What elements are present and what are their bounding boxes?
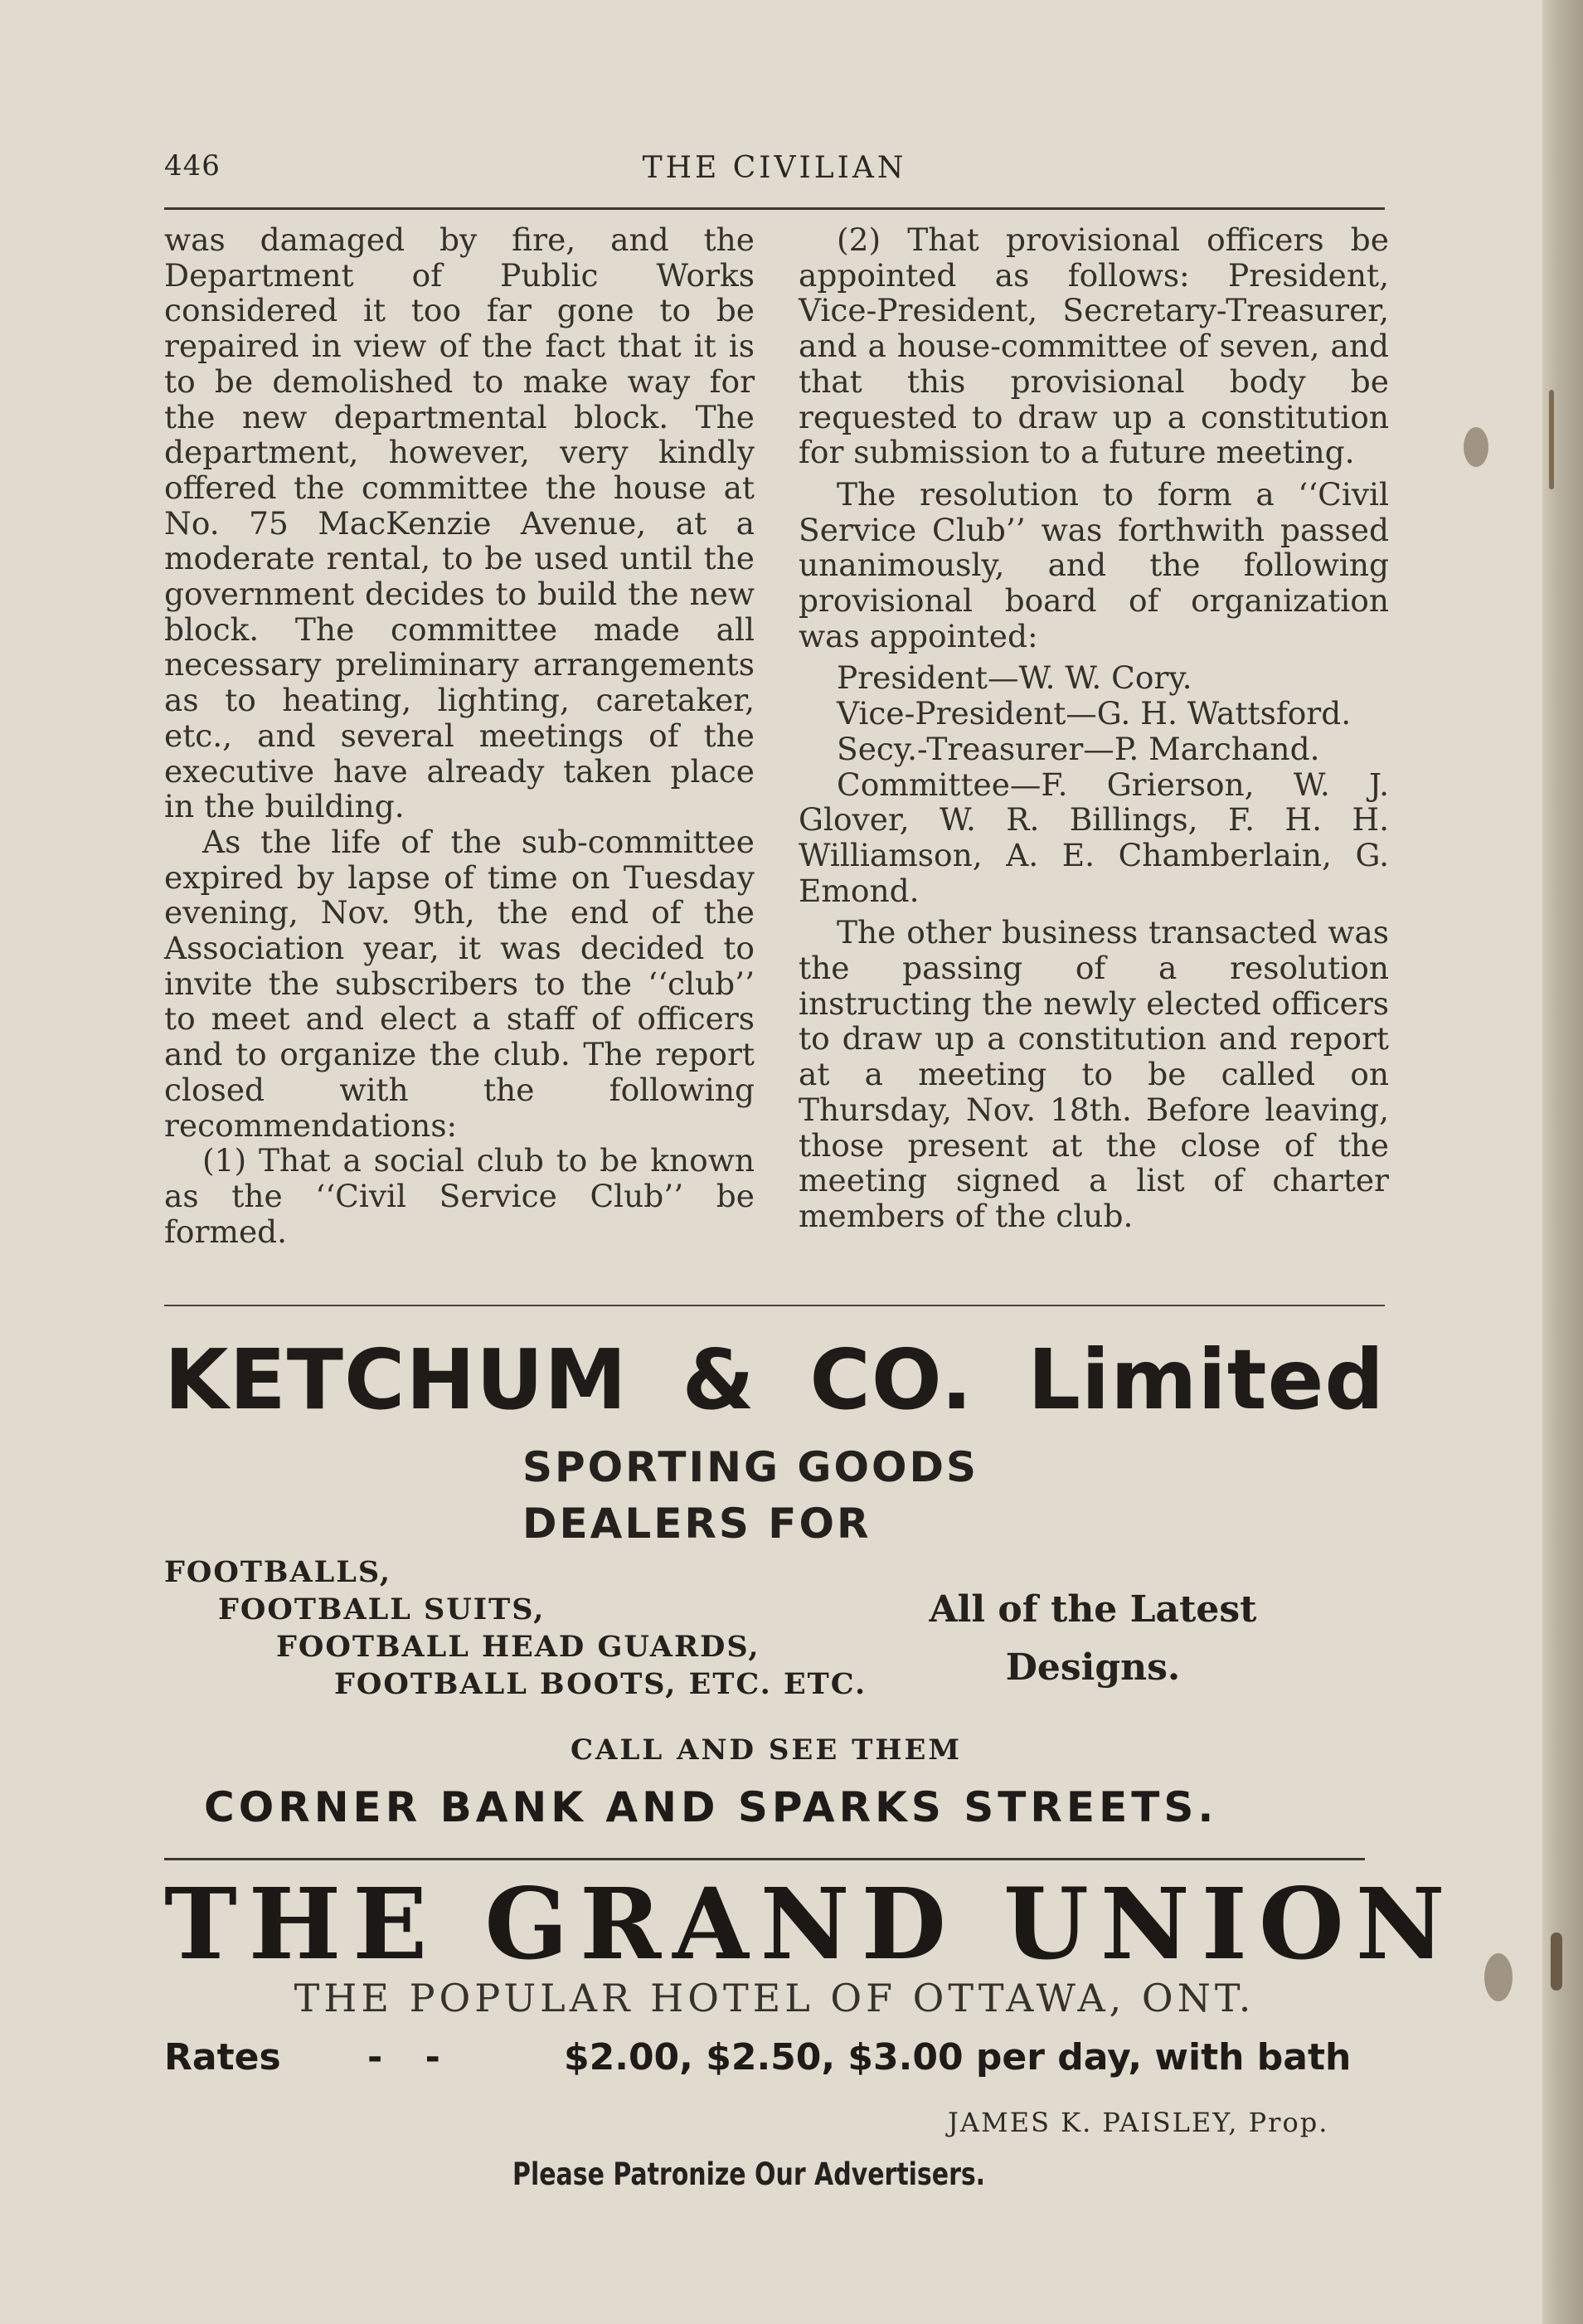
page-number: 446 bbox=[164, 149, 221, 182]
paper-blemish bbox=[1484, 1953, 1513, 2001]
article-paragraph: As the life of the sub-committee expired by lapse of time on Tuesday evening, Nov. 9th, the end of the Association year, it was decided to invite the subscribers to the ‘‘club’’ to meet and elect a staff of officers and to organize the club. The report closed with the following recommendations: bbox=[164, 823, 755, 1144]
header-rule bbox=[164, 207, 1385, 210]
resolution-paragraph: The resolution to form a ‘‘Civil Service Club’’ was forthwith passed unanimously, and the following provisional board of organization was appointed: bbox=[799, 475, 1389, 654]
article-paragraph: was damaged by fire, and the Department of Public Works considered it too far gone to be repaired in view of the fact that it is to be demolished to make way for the new departmental block. The department, however, very kindly offered the committee the house at No. 75 MacKenzie Avenue, at a moderate rental, to be used until the government decides to build the new block. The committee made all necessary preliminary arrangements as to heating, lighting, caretaker, etc., and several meetings of the executive have already taken place in the building. bbox=[164, 221, 755, 825]
ketchum-advertisement bbox=[164, 1315, 1385, 1862]
closing-paragraph: The other business transacted was the passing of a resolution instructing the newly elected officers to draw up a constitution and report at a meeting to be called on Thursday, Nov. 18th. Before leaving, those present at the close of the meeting signed a list of charter members of the club. bbox=[799, 914, 1389, 1234]
call-text: CALL AND SEE THEM bbox=[571, 1733, 963, 1767]
hotel-proprietor: JAMES K. PAISLEY, Prop. bbox=[948, 2107, 1329, 2138]
latest-designs-text: All of the Latest bbox=[929, 1588, 1257, 1631]
company-name-part: & bbox=[682, 1331, 755, 1428]
company-name-part: CO. bbox=[809, 1331, 974, 1428]
ketchum-subtitle: SPORTING GOODS bbox=[522, 1443, 978, 1491]
article-paragraph: (1) That a social club to be known as the ‘‘Civil Service Club’’ be formed. bbox=[164, 1142, 755, 1250]
hotel-tagline: THE POPULAR HOTEL OF OTTAWA, ONT. bbox=[294, 1976, 1255, 2020]
store-address: CORNER BANK AND SPARKS STREETS. bbox=[204, 1783, 1218, 1831]
page-edge-mark bbox=[1551, 1933, 1562, 1991]
section-rule bbox=[164, 1305, 1385, 1306]
hotel-name: THE GRAND UNION bbox=[164, 1866, 1457, 1981]
page-edge-mark bbox=[1549, 390, 1554, 489]
running-title: THE CIVILIAN bbox=[642, 151, 907, 185]
latest-designs-text: Designs. bbox=[1005, 1646, 1181, 1689]
officer-line: Vice-President—G. H. Wattsford. bbox=[837, 695, 1352, 732]
product-item: FOOTBALL SUITS, bbox=[218, 1592, 546, 1626]
grand-union-advertisement bbox=[164, 1866, 1457, 2215]
advertisement-rule bbox=[164, 1858, 1365, 1860]
rates-label: Rates bbox=[164, 2036, 281, 2078]
patronize-notice: Please Patronize Our Advertisers. bbox=[512, 2156, 986, 2192]
article-left-column bbox=[164, 222, 755, 1249]
company-name-part: Limited bbox=[1027, 1331, 1385, 1428]
rates-value: $2.00, $2.50, $3.00 per day, with bath bbox=[564, 2036, 1352, 2078]
officer-line: President—W. W. Cory. bbox=[837, 659, 1192, 697]
recommendation-paragraph: (2) That provisional officers be appointed as follows: President, Vice-President, Secretary-Treasurer, and a house-committee of seven, and that this provisional body be requested to draw up a constitution for submission to a future meeting. bbox=[799, 221, 1389, 471]
rates-dashes: - - bbox=[367, 2036, 455, 2078]
paper-blemish bbox=[1464, 427, 1488, 467]
company-name-part: KETCHUM bbox=[164, 1331, 628, 1428]
officer-line: Secy.-Treasurer—P. Marchand. bbox=[837, 730, 1320, 767]
product-item: FOOTBALL HEAD GUARDS, bbox=[276, 1630, 760, 1664]
ketchum-subtitle: DEALERS FOR bbox=[522, 1500, 872, 1548]
product-item: FOOTBALLS, bbox=[164, 1555, 392, 1589]
page-header bbox=[164, 148, 1385, 189]
page-edge bbox=[1542, 0, 1583, 2324]
ketchum-company-name bbox=[164, 1331, 1385, 1428]
officer-line: Committee—F. Grierson, W. J. Glover, W. R. Billings, F. H. H. Williamson, A. E. Chamberlain, G. Emond. bbox=[799, 766, 1389, 909]
article-right-column bbox=[799, 222, 1389, 1234]
product-item: FOOTBALL BOOTS, ETC. ETC. bbox=[334, 1667, 867, 1701]
